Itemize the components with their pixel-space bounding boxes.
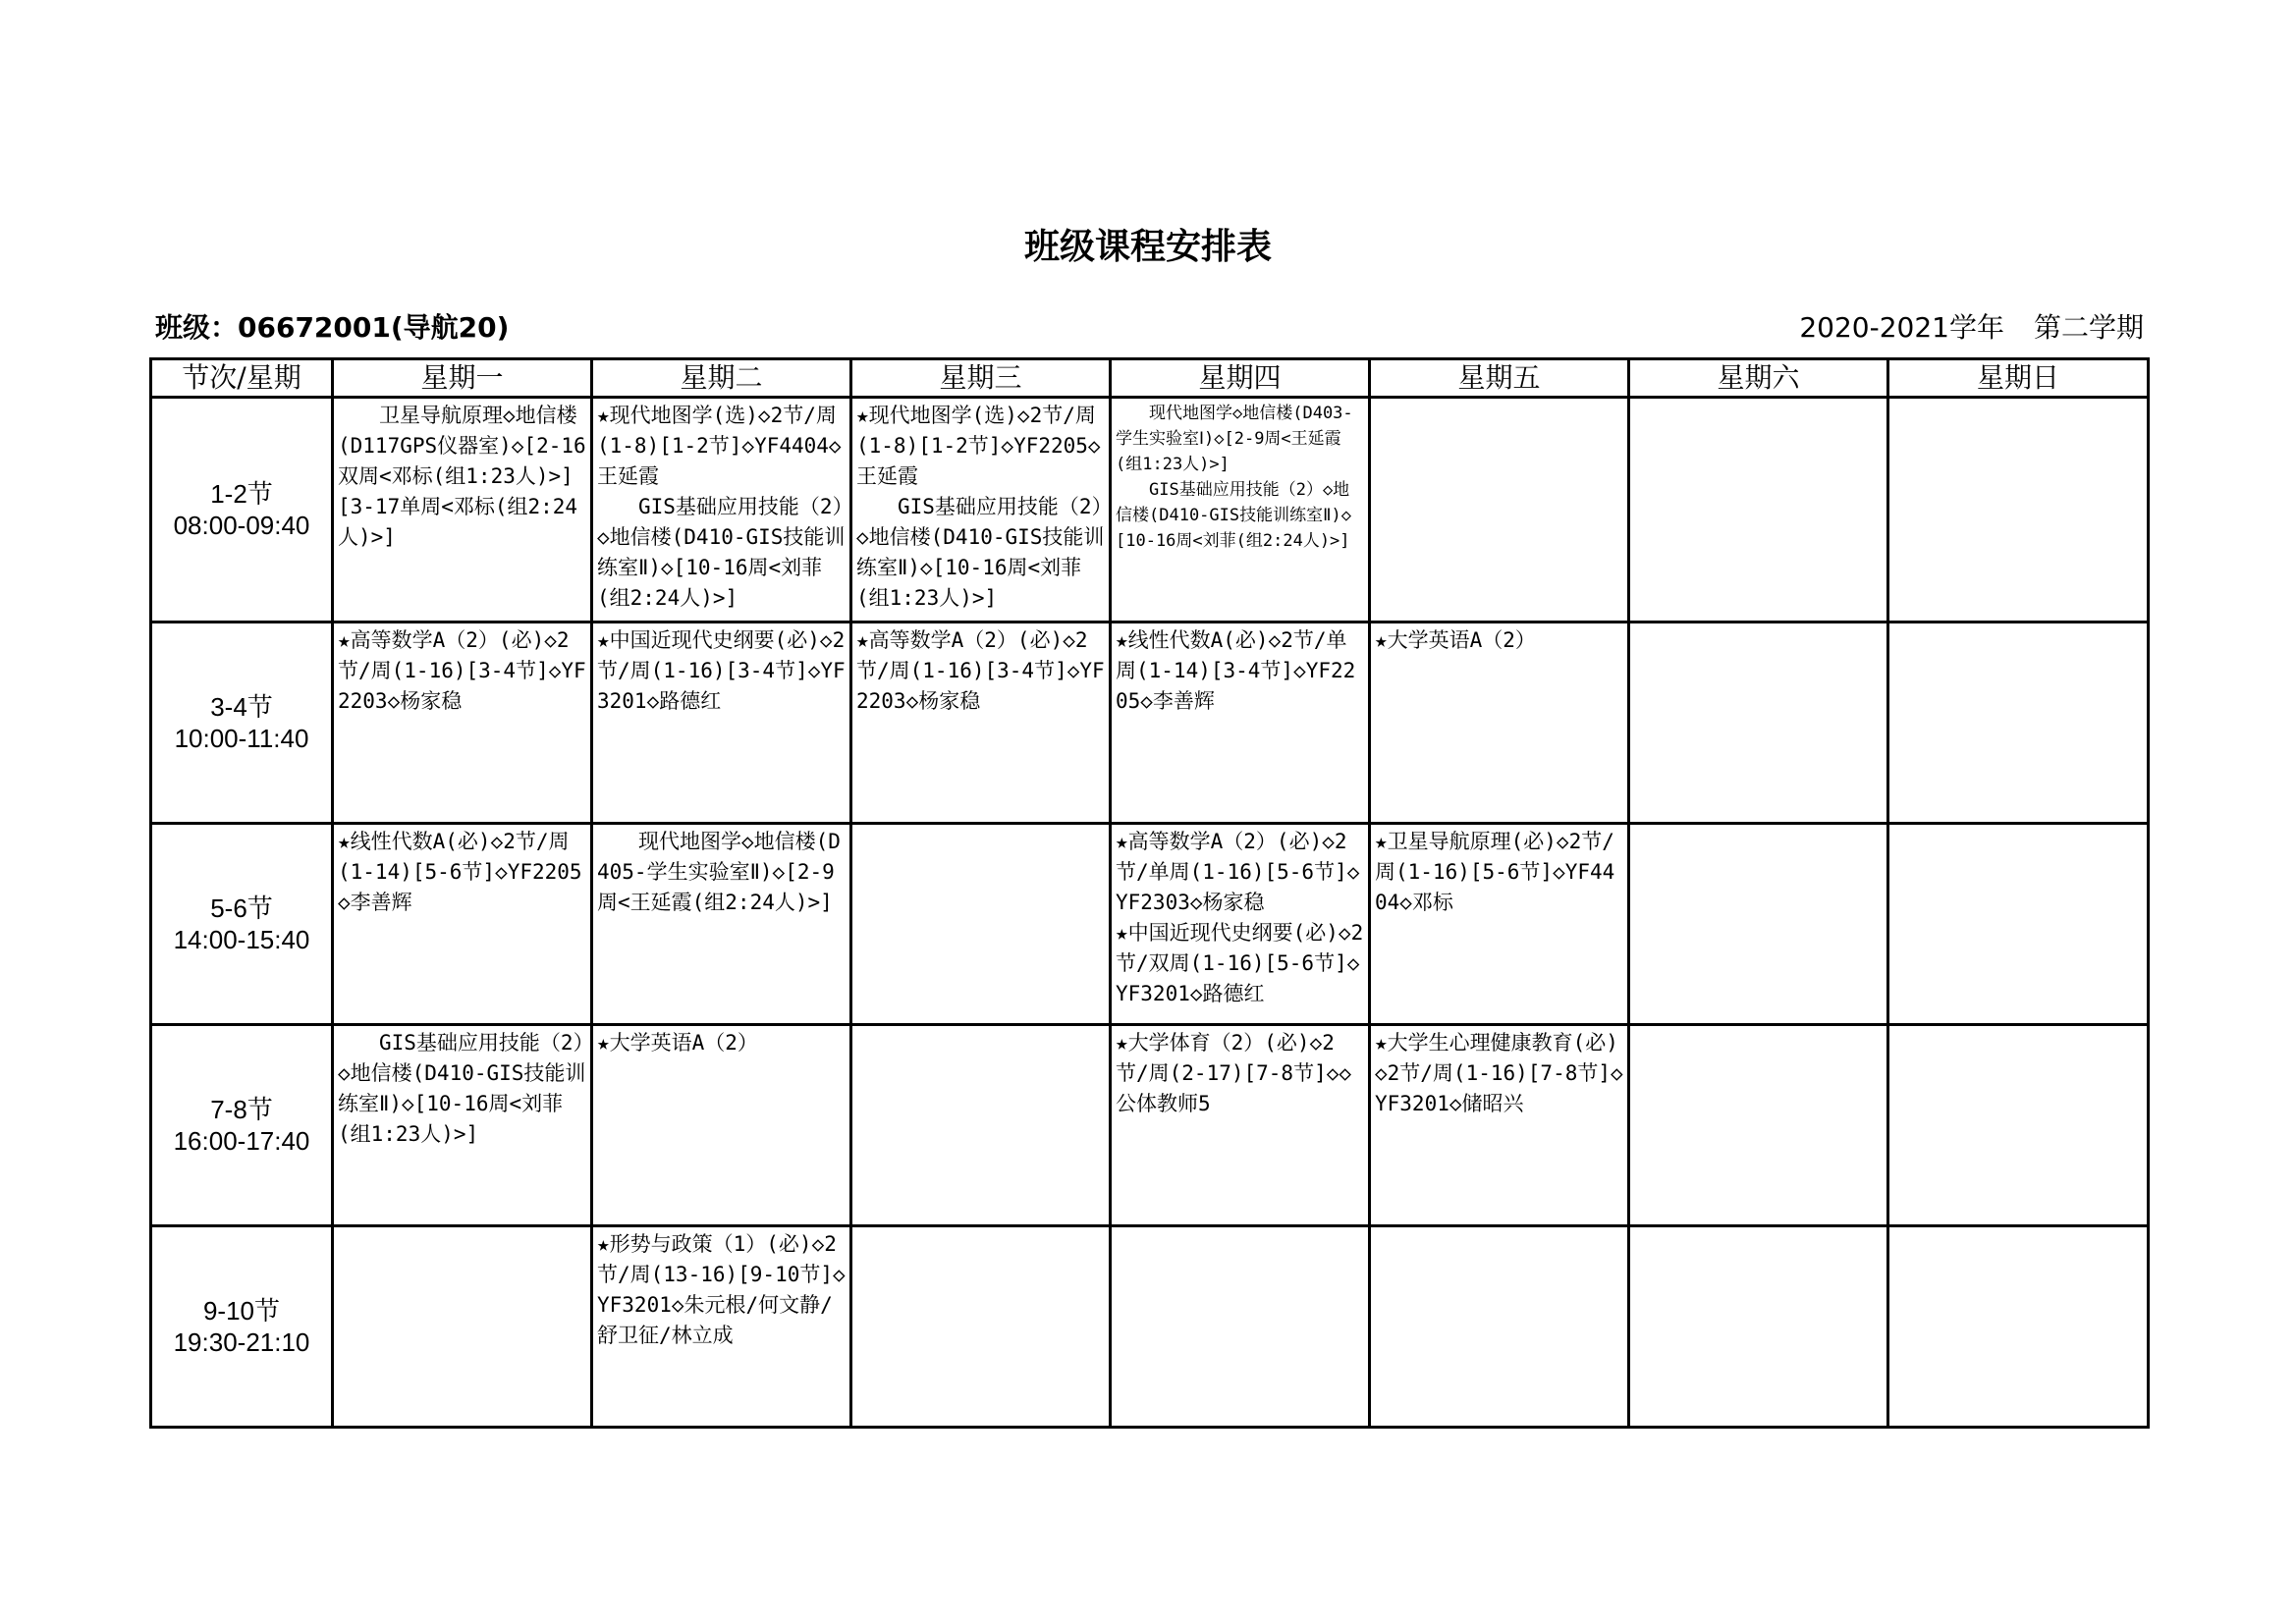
schedule-cell xyxy=(1111,1226,1370,1428)
course-entry: GIS基础应用技能（2）◇地信楼(D410-GIS技能训练室Ⅱ)◇[10-16周<刘菲(组2:24人)>] xyxy=(597,495,846,610)
header-friday: 星期五 xyxy=(1370,359,1629,398)
course-entry: ★现代地图学(选)◇2节/周(1-8)[1-2节]◇YF2205◇王延霞 xyxy=(856,404,1101,488)
schedule-cell xyxy=(333,824,592,1025)
course-entry: ★高等数学A（2）(必)◇2节/单周(1-16)[5-6节]◇YF2303◇杨家稳 xyxy=(1116,830,1360,914)
table-row xyxy=(151,1025,2149,1226)
schedule-cell xyxy=(592,398,851,623)
schedule-cell xyxy=(1370,824,1629,1025)
schedule-cell xyxy=(1111,1025,1370,1226)
schedule-cell xyxy=(1370,1226,1629,1428)
header-wednesday: 星期三 xyxy=(851,359,1111,398)
course-entry: ★形势与政策（1）(必)◇2节/周(13-16)[9-10节]◇YF3201◇朱元根/何文静/舒卫征/林立成 xyxy=(597,1232,846,1347)
period-time: 14:00-15:40 xyxy=(173,925,310,954)
period-cell xyxy=(151,623,333,824)
course-entry: 卫星导航原理◇地信楼(D117GPS仪器室)◇[2-16双周<邓标(组1:23人)>][3-17单周<邓标(组2:24人)>] xyxy=(338,404,586,549)
schedule-cell xyxy=(1888,1025,2149,1226)
schedule-cell xyxy=(1111,398,1370,623)
period-label: 5-6节 xyxy=(210,893,273,923)
period-time: 19:30-21:10 xyxy=(173,1327,310,1357)
course-entry: GIS基础应用技能（2）◇地信楼(D410-GIS技能训练室Ⅱ)◇[10-16周<刘菲(组1:23人)>] xyxy=(338,1031,586,1146)
course-entry: ★线性代数A(必)◇2节/周(1-14)[5-6节]◇YF2205◇李善辉 xyxy=(338,830,582,914)
table-row xyxy=(151,623,2149,824)
schedule-table xyxy=(149,357,2150,1429)
schedule-cell xyxy=(1629,398,1888,623)
header-sunday: 星期日 xyxy=(1888,359,2149,398)
period-time: 16:00-17:40 xyxy=(173,1126,310,1156)
period-time: 08:00-09:40 xyxy=(173,511,310,540)
course-entry: ★大学英语A（2） xyxy=(1375,628,1536,652)
header-period-day: 节次/星期 xyxy=(151,359,333,398)
schedule-cell xyxy=(1888,824,2149,1025)
course-entry: ★大学英语A（2） xyxy=(597,1031,758,1055)
period-cell xyxy=(151,1226,333,1428)
schedule-cell xyxy=(1629,1226,1888,1428)
term-label xyxy=(1799,308,2144,348)
period-label: 9-10节 xyxy=(202,1296,281,1326)
period-label: 1-2节 xyxy=(210,479,273,509)
schedule-cell xyxy=(1370,623,1629,824)
course-entry: ★高等数学A（2）(必)◇2节/周(1-16)[3-4节]◇YF2203◇杨家稳 xyxy=(338,628,586,713)
schedule-cell xyxy=(1629,824,1888,1025)
schedule-cell xyxy=(592,1226,851,1428)
schedule-cell xyxy=(851,398,1111,623)
header-saturday: 星期六 xyxy=(1629,359,1888,398)
schedule-cell xyxy=(333,1226,592,1428)
schedule-cell xyxy=(851,1025,1111,1226)
schedule-cell xyxy=(592,623,851,824)
course-entry: ★卫星导航原理(必)◇2节/周(1-16)[5-6节]◇YF4404◇邓标 xyxy=(1375,830,1615,914)
header-tuesday: 星期二 xyxy=(592,359,851,398)
schedule-cell xyxy=(851,623,1111,824)
period-cell xyxy=(151,1025,333,1226)
period-cell xyxy=(151,398,333,623)
schedule-cell xyxy=(592,1025,851,1226)
academic-year: 2020-2021学年 xyxy=(1799,311,2004,344)
class-label: 班级：06672001(导航20) xyxy=(155,311,510,344)
course-entry: ★高等数学A（2）(必)◇2节/周(1-16)[3-4节]◇YF2203◇杨家稳 xyxy=(856,628,1105,713)
course-entry: 现代地图学◇地信楼(D403-学生实验室Ⅰ)◇[2-9周<王延霞(组1:23人)>] xyxy=(1116,404,1353,474)
schedule-cell xyxy=(1111,824,1370,1025)
course-entry: GIS基础应用技能（2）◇地信楼(D410-GIS技能训练室Ⅱ)◇[10-16周<刘菲(组1:23人)>] xyxy=(856,495,1105,610)
schedule-cell xyxy=(333,398,592,623)
schedule-cell xyxy=(1888,1226,2149,1428)
course-entry: ★线性代数A(必)◇2节/单周(1-14)[3-4节]◇YF2205◇李善辉 xyxy=(1116,628,1356,713)
header-monday: 星期一 xyxy=(333,359,592,398)
period-time: 10:00-11:40 xyxy=(174,724,309,753)
schedule-cell xyxy=(1888,398,2149,623)
schedule-cell xyxy=(333,1025,592,1226)
schedule-cell xyxy=(1111,623,1370,824)
course-entry: ★大学生心理健康教育(必)◇2节/周(1-16)[7-8节]◇YF3201◇储昭兴 xyxy=(1375,1031,1623,1115)
course-entry: ★大学体育（2）(必)◇2节/周(2-17)[7-8节]◇◇公体教师5 xyxy=(1116,1031,1352,1115)
header-thursday: 星期四 xyxy=(1111,359,1370,398)
schedule-cell xyxy=(1629,623,1888,824)
schedule-cell xyxy=(592,824,851,1025)
header-row xyxy=(151,359,2149,398)
schedule-cell xyxy=(1888,623,2149,824)
schedule-cell xyxy=(1370,398,1629,623)
period-label: 3-4节 xyxy=(210,692,273,722)
course-entry: ★中国近现代史纲要(必)◇2节/双周(1-16)[5-6节]◇YF3201◇路德红 xyxy=(1116,921,1364,1005)
page-title: 班级课程安排表 xyxy=(1023,227,1272,267)
course-entry: GIS基础应用技能（2）◇地信楼(D410-GIS技能训练室Ⅱ)◇[10-16周<刘菲(组2:24人)>] xyxy=(1116,480,1351,551)
table-row xyxy=(151,824,2149,1025)
schedule-cell xyxy=(1629,1025,1888,1226)
period-cell xyxy=(151,824,333,1025)
schedule-cell xyxy=(1370,1025,1629,1226)
course-entry: ★中国近现代史纲要(必)◇2节/周(1-16)[3-4节]◇YF3201◇路德红 xyxy=(597,628,846,713)
schedule-cell xyxy=(333,623,592,824)
period-label: 7-8节 xyxy=(210,1095,273,1124)
semester: 第二学期 xyxy=(2033,311,2144,344)
schedule-cell xyxy=(851,1226,1111,1428)
course-entry: ★现代地图学(选)◇2节/周(1-8)[1-2节]◇YF4404◇王延霞 xyxy=(597,404,842,488)
course-entry: 现代地图学◇地信楼(D405-学生实验室Ⅱ)◇[2-9周<王延霞(组2:24人)>] xyxy=(597,830,841,914)
table-row xyxy=(151,1226,2149,1428)
table-row xyxy=(151,398,2149,623)
schedule-cell xyxy=(851,824,1111,1025)
